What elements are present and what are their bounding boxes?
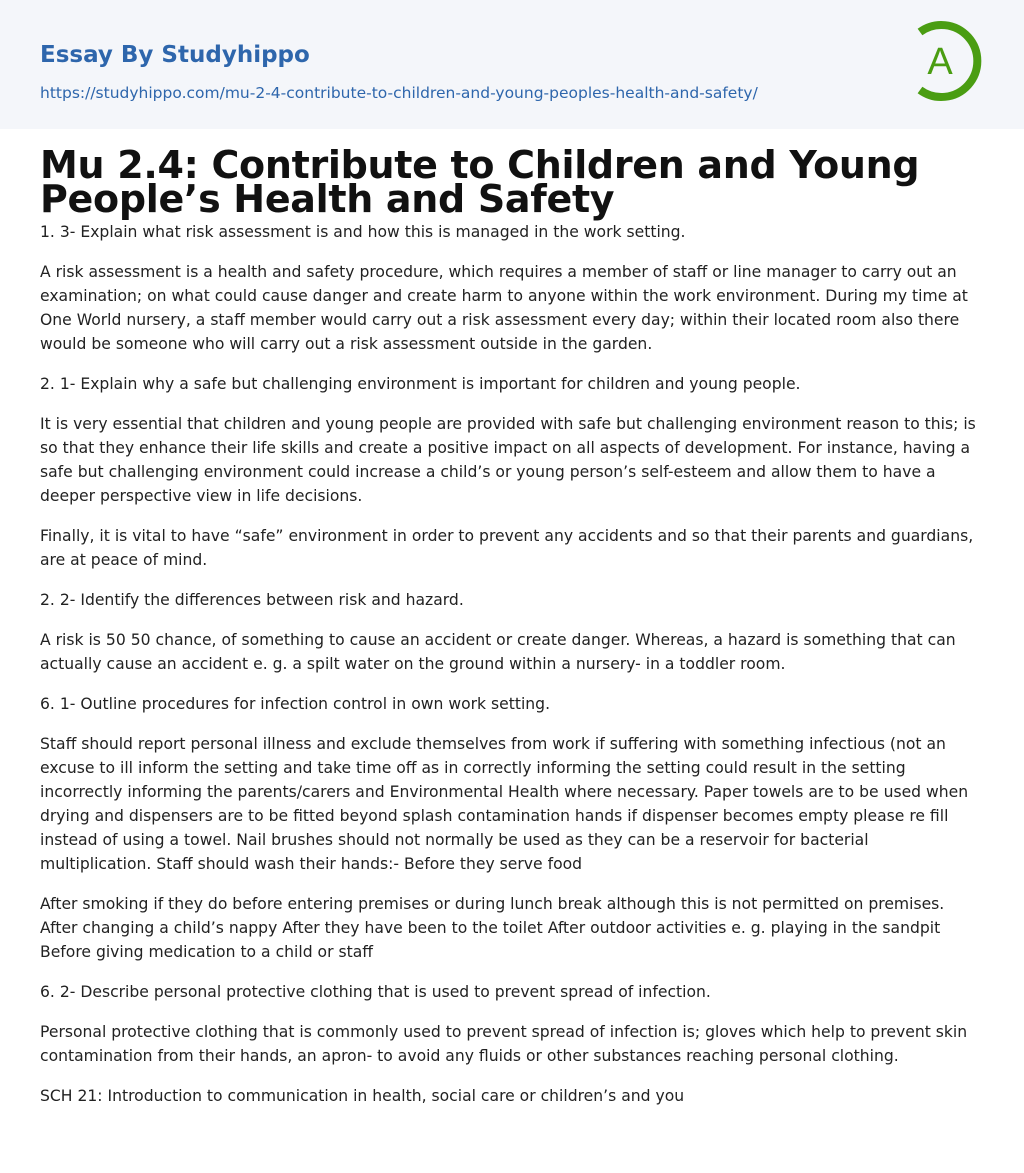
question-heading: 6. 1- Outline procedures for infection control in own work setting.: [40, 695, 551, 713]
paragraph: Finally, it is vital to have “safe” environment in order to prevent any accidents and so that their parents and guardians, are at peace of mind.: [40, 527, 974, 569]
paragraph: Personal protective clothing that is commonly used to prevent spread of infection is; gloves which help to prevent skin contamination from their hands, an apron- to avoid any fluids or other substances reaching personal clothing.: [40, 1023, 968, 1065]
studyhippo-logo-icon: [910, 18, 986, 104]
essay-url-link[interactable]: https://studyhippo.com/mu-2-4-contribute-to-children-and-young-peoples-health-and-safety/: [40, 84, 758, 102]
site-header: [0, 0, 1024, 129]
paragraph: A risk is 50 50 chance, of something to cause an accident or create danger. Whereas, a hazard is something that can actually cause an accident e. g. a spilt water on the ground within a nursery- in a toddler room.: [40, 631, 956, 673]
paragraph: A risk assessment is a health and safety procedure, which requires a member of staff or line manager to carry out an examination; on what could cause danger and create harm to anyone within the work environment. During my time at One World nursery, a staff member would carry out a risk assessment every day; within their located room also there would be someone who will carry out a risk assessment outside in the garden.: [40, 263, 968, 353]
paragraph: After smoking if they do before entering premises or during lunch break although this is not permitted on premises. After changing a child’s nappy After they have been to the toilet After outdoor activities e. g. playing in the sandpit Before giving medication to a child or staff: [40, 895, 945, 961]
page-title: Mu 2.4: Contribute to Children and Young People’s Health and Safety: [40, 143, 920, 221]
question-heading: 2. 1- Explain why a safe but challenging environment is important for children and young people.: [40, 375, 801, 393]
brand-title: Essay By Studyhippo: [40, 42, 310, 68]
paragraph: It is very essential that children and young people are provided with safe but challenging environment reason to this; is so that they enhance their life skills and create a positive impact on all aspects of development. For instance, having a safe but challenging environment could increase a child’s or young person’s self-esteem and allow them to have a deeper perspective view in life decisions.: [40, 415, 976, 505]
svg-text:A: A: [927, 41, 953, 83]
paragraph: SCH 21: Introduction to communication in health, social care or children’s and you: [40, 1087, 685, 1105]
article-body: [40, 220, 984, 1108]
question-heading: 2. 2- Identify the differences between risk and hazard.: [40, 591, 464, 609]
question-heading: 1. 3- Explain what risk assessment is and how this is managed in the work setting.: [40, 223, 686, 241]
paragraph: Staff should report personal illness and exclude themselves from work if suffering with something infectious (not an excuse to ill inform the setting and take time off as in correctly informing the setting could result in the setting incorrectly informing the parents/carers and Environmental Health where necessary. Paper towels are to be used when drying and dispensers are to be fitted beyond splash contamination hands if dispenser becomes empty please re fill instead of using a towel. Nail brushes should not normally be used as they can be a reservoir for bacterial multiplication. Staff should wash their hands:- Before they serve food: [40, 735, 969, 873]
question-heading: 6. 2- Describe personal protective clothing that is used to prevent spread of infection.: [40, 983, 711, 1001]
